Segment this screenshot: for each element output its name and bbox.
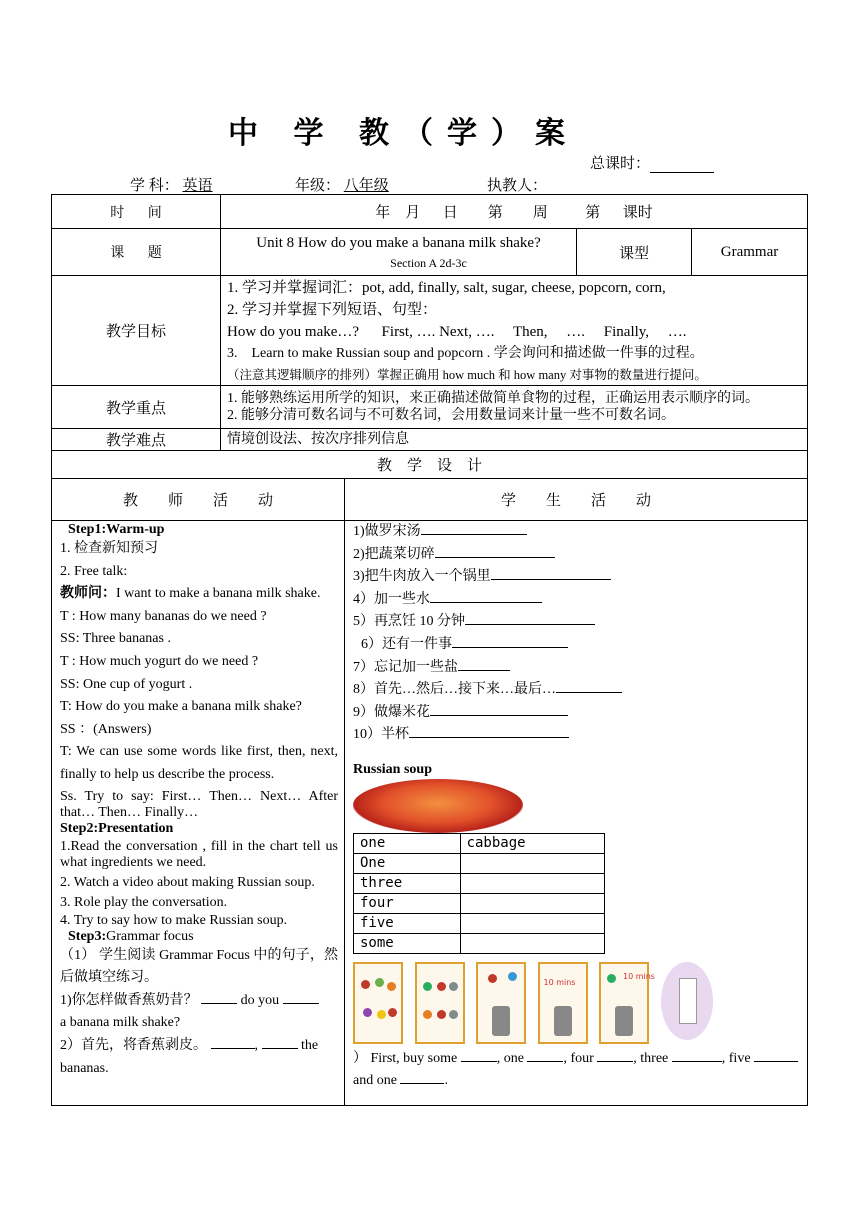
- ingredient-item[interactable]: [460, 893, 604, 913]
- step3-label: Step3:: [68, 928, 107, 944]
- ingredient-qty: five: [354, 913, 461, 933]
- timer-label: 10 mins: [543, 977, 576, 987]
- grade-label: 年级：: [295, 178, 341, 194]
- student-blank[interactable]: [435, 544, 555, 558]
- goal-5: （注意其逻辑顺序的排列）掌握正确用 how much 和 how many 对事物的数量进行提问。: [227, 367, 707, 382]
- student-blank[interactable]: [409, 724, 569, 738]
- total-hours-label: 总课时：: [590, 156, 651, 172]
- left-line: T : How much yogurt do we need ?: [60, 653, 259, 669]
- goal-3: How do you make…? First, …. Next, …. Then, …. Finally, ….: [227, 323, 687, 340]
- ingredient-qty: one: [354, 833, 461, 853]
- topic-cell: [221, 229, 577, 276]
- ingredient-item[interactable]: [460, 873, 604, 893]
- student-blank[interactable]: [491, 566, 611, 580]
- left-line: 1.Read the conversation , fill in the chart tell us what ingredients we need.: [60, 838, 338, 870]
- difficult-label: 教学难点: [52, 429, 221, 451]
- step2-heading: Step2:Presentation: [60, 820, 174, 836]
- left-line: （1） 学生阅读 Grammar Focus 中的句子，然后做填空练习。: [60, 947, 338, 986]
- student-item-text: 9）做爆米花: [353, 704, 430, 720]
- fill-blank[interactable]: [262, 1035, 298, 1049]
- ingredients-image: [353, 962, 403, 1044]
- fill-blank[interactable]: [754, 1048, 798, 1062]
- russian-soup-image: [353, 779, 523, 833]
- left-line: 1. 检查新知预习: [60, 541, 158, 556]
- topic-value: Unit 8 How do you make a banana milk shake?: [256, 235, 541, 251]
- soup-title: Russian soup: [353, 761, 432, 777]
- student-item-text: 7）忘记加一些盐: [353, 659, 458, 675]
- student-item-text: 8）首先…然后…接下来…最后…: [353, 682, 556, 698]
- step3-heading: [60, 929, 338, 945]
- student-item-text: 2)把蔬菜切碎: [353, 546, 435, 562]
- cook-image: [538, 962, 588, 1044]
- milk-shake-image: [661, 962, 713, 1040]
- student-item: [353, 679, 801, 702]
- left-line: Ss. Try to say: First… Then… Next… After that… Then… Finally…: [60, 788, 338, 820]
- student-item: [353, 702, 801, 725]
- left-line: [60, 583, 338, 606]
- left-line: a banana milk shake?: [60, 1015, 181, 1031]
- fill-text: do you: [240, 992, 280, 1008]
- type-value: Grammar: [692, 229, 808, 276]
- ingredient-row: [354, 873, 605, 893]
- step1-heading: Step1:Warm-up: [68, 522, 165, 537]
- student-activity-cell: [345, 521, 808, 1106]
- student-item: [353, 634, 801, 657]
- cook-more-image: [599, 962, 655, 1044]
- student-blank[interactable]: [421, 521, 527, 535]
- fill-blank[interactable]: [211, 1035, 255, 1049]
- student-item: [353, 724, 801, 747]
- ingredient-item[interactable]: [460, 933, 604, 953]
- teacher-activity-cell: [52, 521, 345, 1106]
- student-item-text: 1)做罗宋汤: [353, 524, 421, 539]
- step3-title: Grammar focus: [106, 928, 194, 944]
- fill-blank[interactable]: [672, 1048, 722, 1062]
- left-line: bananas.: [60, 1060, 109, 1076]
- left-line: SS: One cup of yogurt .: [60, 676, 193, 692]
- left-line: [60, 990, 338, 1013]
- left-line: 2. Watch a video about making Russian soup.: [60, 874, 315, 890]
- left-line: 2. Free talk:: [60, 563, 128, 579]
- goal-4: 3. Learn to make Russian soup and popcorn . 学会询问和描述做一件事的过程。: [227, 345, 704, 361]
- student-item-text: 3)把牛肉放入一个锅里: [353, 569, 491, 585]
- process-images: [353, 962, 801, 1044]
- ingredient-row: [354, 913, 605, 933]
- ingredient-qty: One: [354, 853, 461, 873]
- subject-label: 学 科：: [130, 178, 179, 194]
- fill-sentence-text: , one: [496, 1050, 524, 1066]
- teacher-blank[interactable]: [547, 180, 651, 195]
- topic-label: 课 题: [52, 229, 221, 276]
- student-item-text: 4）加一些水: [353, 591, 430, 607]
- subject-field: [130, 174, 213, 195]
- student-item: [353, 521, 801, 544]
- key-cell: [221, 386, 808, 429]
- left-line: T: How do you make a banana milk shake?: [60, 699, 302, 715]
- timer-label: 10 mins: [623, 971, 655, 981]
- total-hours: [590, 152, 714, 173]
- left-line: 3. Role play the conversation.: [60, 894, 228, 910]
- student-item: [353, 544, 801, 567]
- subject-value: 英语: [182, 178, 213, 194]
- ingredient-row: [354, 853, 605, 873]
- fill-blank[interactable]: [400, 1070, 444, 1084]
- student-activity-header: 学 生 活 动: [345, 479, 808, 521]
- goal-2: 2. 学习并掌握下列短语、句型：: [227, 301, 438, 318]
- ingredient-item[interactable]: [460, 853, 604, 873]
- student-blank[interactable]: [452, 634, 568, 648]
- chop-image: [415, 962, 465, 1044]
- goals-cell: [221, 276, 808, 386]
- fill-sentence: [353, 1048, 801, 1092]
- goal-1: 1. 学习并掌握词汇：pot, add, finally, salt, sugar, cheese, popcorn, corn,: [227, 279, 666, 296]
- ingredient-row: [354, 833, 605, 853]
- left-line: SS: Three bananas .: [60, 631, 171, 647]
- total-hours-blank[interactable]: [650, 158, 714, 173]
- student-item: [353, 611, 801, 634]
- fill-sentence-text: .: [444, 1072, 448, 1088]
- fill-sentence-text: , four: [563, 1050, 594, 1066]
- fill-blank[interactable]: [461, 1048, 497, 1062]
- topic-sub: Section A 2d-3c: [390, 256, 467, 270]
- lesson-table: [51, 194, 808, 1106]
- difficult-value: 情境创设法、按次序排列信息: [221, 429, 808, 451]
- teacher-activity-header: 教 师 活 动: [52, 479, 345, 521]
- fill-prompt-2: 2）首先，将香蕉剥皮。: [60, 1037, 207, 1053]
- student-blank[interactable]: [430, 702, 568, 716]
- fill-prompt-1: 1)你怎样做香蕉奶昔？: [60, 992, 198, 1008]
- fill-blank[interactable]: [283, 990, 319, 1004]
- fill-blank[interactable]: [597, 1048, 633, 1062]
- student-item: [353, 657, 801, 680]
- teacher-asks-label: 教师问：: [60, 586, 116, 602]
- fill-sentence-text: , five: [721, 1050, 751, 1066]
- teacher-field: [487, 174, 651, 195]
- ingredient-table: [353, 833, 605, 954]
- left-line: 4. Try to say how to make Russian soup.: [60, 912, 288, 928]
- fill-blank[interactable]: [527, 1048, 563, 1062]
- fill-sentence-text: , three: [633, 1050, 669, 1066]
- left-line: SS ：(Answers): [60, 721, 152, 737]
- grade-value: 八年级: [343, 178, 389, 194]
- student-item: [353, 566, 801, 589]
- key-point-2: 2. 能够分清可数名词与不可数名词，会用数量词来计量一些不可数名词。: [227, 408, 675, 423]
- time-label: 时 间: [52, 195, 221, 229]
- design-label: 教 学 设 计: [52, 451, 808, 479]
- fill-sentence-text: ） First, buy some: [353, 1050, 458, 1066]
- fill-blank[interactable]: [201, 990, 237, 1004]
- grade-field: [295, 174, 389, 195]
- ingredient-qty: some: [354, 933, 461, 953]
- left-line: 2）首先，将香蕉剥皮。 , the: [60, 1035, 338, 1058]
- ingredient-item[interactable]: [460, 913, 604, 933]
- student-item-text: 6）还有一件事: [361, 636, 452, 652]
- goals-label: 教学目标: [52, 276, 221, 386]
- student-blank[interactable]: [465, 611, 595, 625]
- page-title: 中 学 教（学）案: [228, 117, 579, 150]
- ingredient-qty: three: [354, 873, 461, 893]
- student-blank[interactable]: [458, 657, 510, 671]
- teacher-label: 执教人：: [487, 178, 548, 194]
- left-line: T: We can use some words like first, then, next, finally to help us describe the process.: [60, 744, 338, 782]
- student-item-text: 10）半杯: [353, 727, 409, 743]
- ingredient-row: [354, 893, 605, 913]
- ingredient-qty: four: [354, 893, 461, 913]
- key-point-1: 1. 能够熟练运用所学的知识，来正确描述做简单食物的过程，正确运用表示顺序的词。: [227, 391, 759, 406]
- student-blank[interactable]: [556, 679, 622, 693]
- left-line: T : How many bananas do we need ?: [60, 608, 267, 624]
- ingredient-row: [354, 933, 605, 953]
- key-label: 教学重点: [52, 386, 221, 429]
- student-item: [353, 589, 801, 612]
- time-value: 年 月 日 第 周 第 课时: [221, 195, 808, 229]
- ingredient-item[interactable]: cabbage: [460, 833, 604, 853]
- type-label: 课型: [577, 229, 692, 276]
- pot-image: [476, 962, 526, 1044]
- student-item-text: 5）再烹饪 10 分钟: [353, 614, 465, 630]
- student-blank[interactable]: [430, 589, 542, 603]
- fill-text: the: [301, 1037, 319, 1053]
- teacher-asks-text: I want to make a banana milk shake.: [116, 586, 321, 602]
- fill-sentence-text: and one: [353, 1072, 397, 1088]
